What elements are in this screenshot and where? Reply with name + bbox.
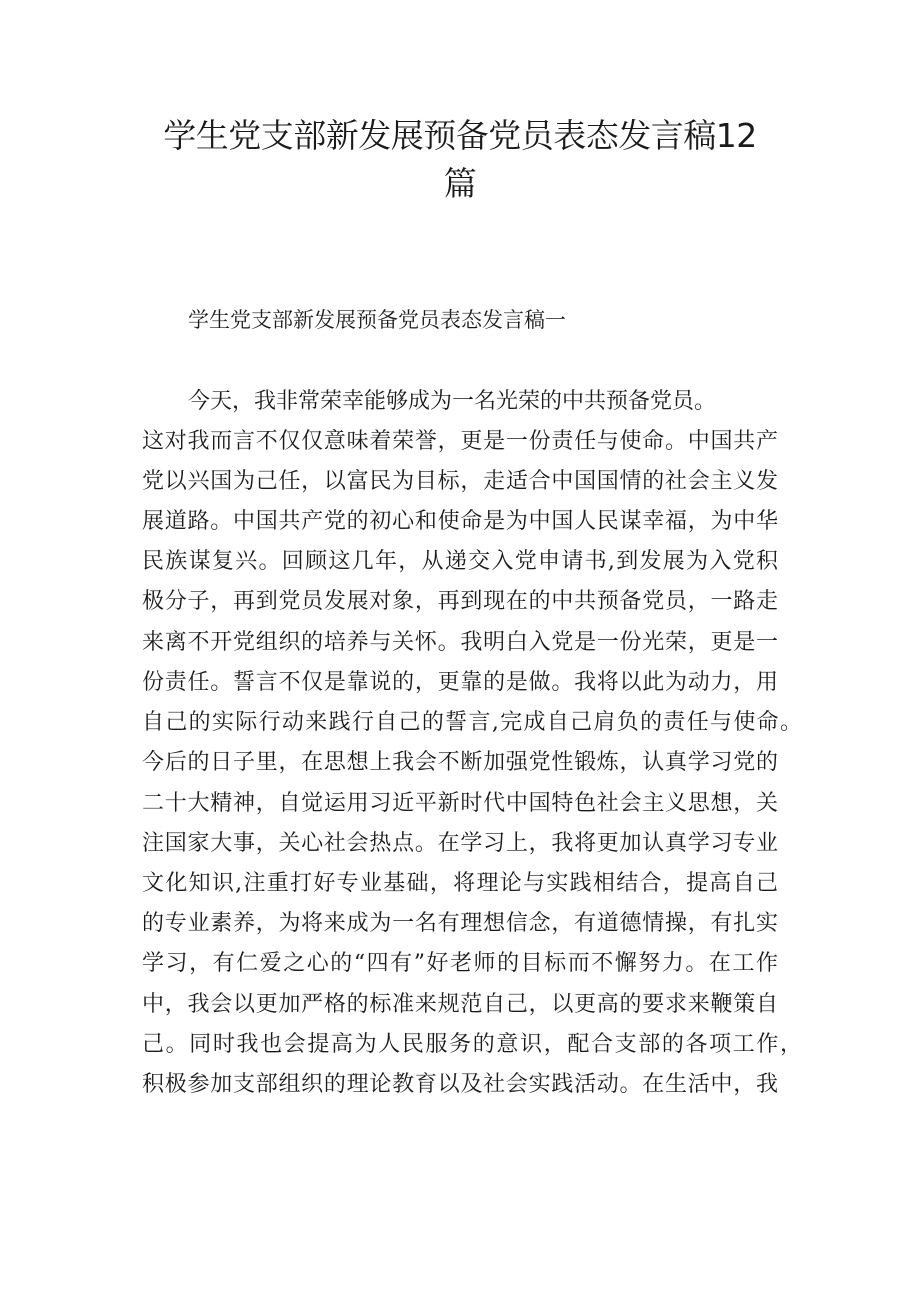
paragraph-line: 今天，我非常荣幸能够成为一名光荣的中共预备党员。 [188, 389, 717, 414]
paragraph-line: 今后的日子里，在思想上我会不断加强党性锻炼，认真学习党的 [142, 750, 778, 775]
paragraph-line: 己。同时我也会提高为人民服务的意识，配合支部的各项工作， [142, 1032, 802, 1057]
paragraph-line: 份责任。誓言不仅是靠说的，更靠的是做。我将以此为动力，用 [142, 670, 778, 695]
paragraph-line: 党以兴国为己任，以富民为目标，走适合中国国情的社会主义发 [142, 469, 778, 494]
paragraph-line: 的专业素养，为将来成为一名有理想信念，有道德情操，有扎实 [142, 911, 778, 936]
paragraph-line: 极分子，再到党员发展对象，再到现在的中共预备党员，一路走 [142, 589, 778, 614]
paragraph-line: 二十大精神，自觉运用习近平新时代中国特色社会主义思想，关 [142, 791, 778, 816]
paragraph-line: 中，我会以更加严格的标准来规范自己，以更高的要求来鞭策自 [142, 992, 778, 1017]
paragraph-line: 展道路。中国共产党的初心和使命是为中国人民谋幸福，为中华 [142, 509, 778, 534]
section-heading: 学生党支部新发展预备党员表态发言稿一 [188, 308, 566, 332]
paragraph-line: 积极参加支部组织的理论教育以及社会实践活动。在生活中，我 [142, 1072, 778, 1097]
paragraph-line: 来离不开党组织的培养与关怀。我明白入党是一份光荣，更是一 [142, 630, 778, 655]
paragraph-line: 学习，有仁爱之心的“四有”好老师的目标而不懈努力。在工作 [142, 951, 778, 976]
paragraph-line: 文化知识,注重打好专业基础，将理论与实践相结合，提高自己 [142, 871, 778, 896]
document-title: 学生党支部新发展预备党员表态发言稿12篇 [163, 116, 757, 203]
paragraph-line: 注国家大事，关心社会热点。在学习上，我将更加认真学习专业 [142, 831, 778, 856]
paragraph-line: 自己的实际行动来践行自己的誓言,完成自己肩负的责任与使命。 [142, 710, 802, 735]
paragraph-line: 这对我而言不仅仅意味着荣誉，更是一份责任与使命。中国共产 [142, 429, 778, 454]
paragraph-line: 民族谋复兴。回顾这几年，从递交入党申请书,到发展为入党积 [142, 549, 778, 574]
